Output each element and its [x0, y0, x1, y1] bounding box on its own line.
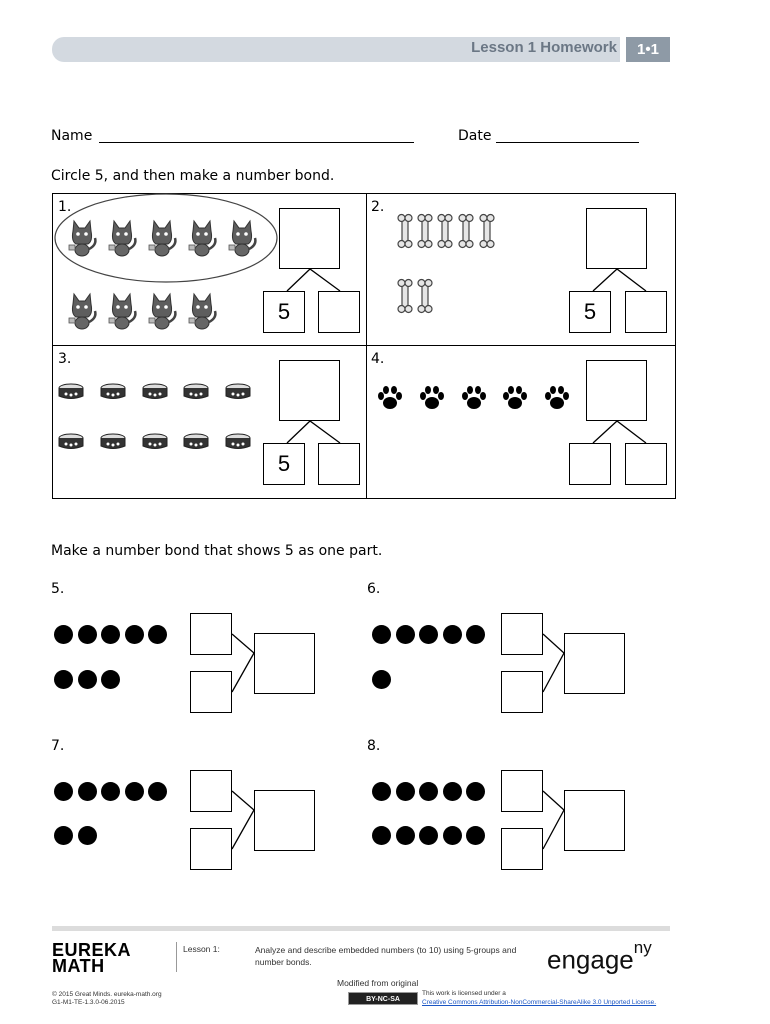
- bond-whole-box[interactable]: [586, 208, 647, 269]
- bond-part-box[interactable]: [501, 671, 543, 713]
- dot: [443, 625, 462, 644]
- bond-whole-box[interactable]: [254, 790, 315, 851]
- grid-divider-vertical: [366, 194, 367, 498]
- section1-instruction: Circle 5, and then make a number bond.: [51, 168, 335, 184]
- dot: [443, 782, 462, 801]
- dot: [101, 782, 120, 801]
- dot: [372, 625, 391, 644]
- bond-part-box[interactable]: [501, 770, 543, 812]
- problem-number: 2.: [371, 199, 385, 215]
- dot: [372, 826, 391, 845]
- dot: [78, 826, 97, 845]
- problem-number: 1.: [58, 199, 72, 215]
- dot: [125, 782, 144, 801]
- date-field[interactable]: [496, 142, 639, 143]
- bond-whole-box[interactable]: [279, 208, 340, 269]
- name-field[interactable]: [99, 142, 414, 143]
- bond-part-box[interactable]: [190, 671, 232, 713]
- bond-part-box[interactable]: [625, 443, 667, 485]
- dot: [396, 782, 415, 801]
- dot: [148, 625, 167, 644]
- bond-part-box[interactable]: [190, 770, 232, 812]
- cc-license-badge: BY-NC-SA: [348, 992, 418, 1005]
- footer-rule: [52, 926, 670, 931]
- footer-license-link[interactable]: Creative Commons Attribution-NonCommercial-ShareAlike 3.0 Unported License.: [422, 999, 657, 1006]
- dot: [466, 826, 485, 845]
- grid-divider-horizontal: [53, 345, 675, 346]
- dot: [466, 625, 485, 644]
- dot: [54, 826, 73, 845]
- dot: [125, 625, 144, 644]
- dot: [466, 782, 485, 801]
- bond-whole-box[interactable]: [586, 360, 647, 421]
- dot: [372, 670, 391, 689]
- bond-part-box[interactable]: [190, 828, 232, 870]
- bond-whole-box[interactable]: [254, 633, 315, 694]
- dot: [54, 625, 73, 644]
- footer-license-text: This work is licensed under a: [422, 990, 506, 997]
- problem-number: 3.: [58, 351, 72, 367]
- problem-number: 6.: [367, 581, 381, 597]
- footer-code: G1-M1-TE-1.3.0-06.2015: [52, 999, 125, 1006]
- date-label: Date: [458, 128, 492, 144]
- bond-part-box[interactable]: [569, 443, 611, 485]
- bond-part-box[interactable]: 5: [263, 443, 305, 485]
- dot: [148, 782, 167, 801]
- eureka-math-logo: EUREKA MATH: [52, 940, 132, 976]
- dot: [443, 826, 462, 845]
- dot: [54, 782, 73, 801]
- bond-part-box[interactable]: [318, 291, 360, 333]
- bond-part-box[interactable]: [501, 828, 543, 870]
- dot: [78, 782, 97, 801]
- dot: [101, 625, 120, 644]
- bond-part-box[interactable]: 5: [569, 291, 611, 333]
- dot: [78, 625, 97, 644]
- problem-number: 7.: [51, 738, 65, 754]
- bond-whole-box[interactable]: [564, 790, 625, 851]
- bond-part-box[interactable]: 5: [263, 291, 305, 333]
- footer-copyright: © 2015 Great Minds. eureka-math.org: [52, 991, 162, 998]
- section2-instruction: Make a number bond that shows 5 as one part.: [51, 543, 383, 559]
- bond-part-box[interactable]: [318, 443, 360, 485]
- footer-lesson-label: Lesson 1:: [183, 944, 220, 954]
- lesson-badge: 1•1: [626, 37, 670, 62]
- dot: [396, 625, 415, 644]
- bond-part-box[interactable]: [190, 613, 232, 655]
- bond-part-box[interactable]: [501, 613, 543, 655]
- problem-number: 8.: [367, 738, 381, 754]
- lesson-title: Lesson 1 Homework: [471, 39, 617, 56]
- problem-number: 4.: [371, 351, 385, 367]
- dot: [419, 826, 438, 845]
- dot: [372, 782, 391, 801]
- footer-modified-note: Modified from original: [337, 978, 419, 988]
- problem-number: 5.: [51, 581, 65, 597]
- name-label: Name: [51, 128, 93, 144]
- dot: [101, 670, 120, 689]
- dot: [419, 625, 438, 644]
- dot: [54, 670, 73, 689]
- bond-part-box[interactable]: [625, 291, 667, 333]
- bond-whole-box[interactable]: [564, 633, 625, 694]
- dot: [419, 782, 438, 801]
- bond-whole-box[interactable]: [279, 360, 340, 421]
- dot: [396, 826, 415, 845]
- footer-divider: [176, 942, 177, 972]
- footer-lesson-description: Analyze and describe embedded numbers (to 10) using 5-groups and number bonds.: [255, 945, 517, 967]
- engage-ny-logo: engage$^{ny}$: [547, 938, 652, 975]
- dot: [78, 670, 97, 689]
